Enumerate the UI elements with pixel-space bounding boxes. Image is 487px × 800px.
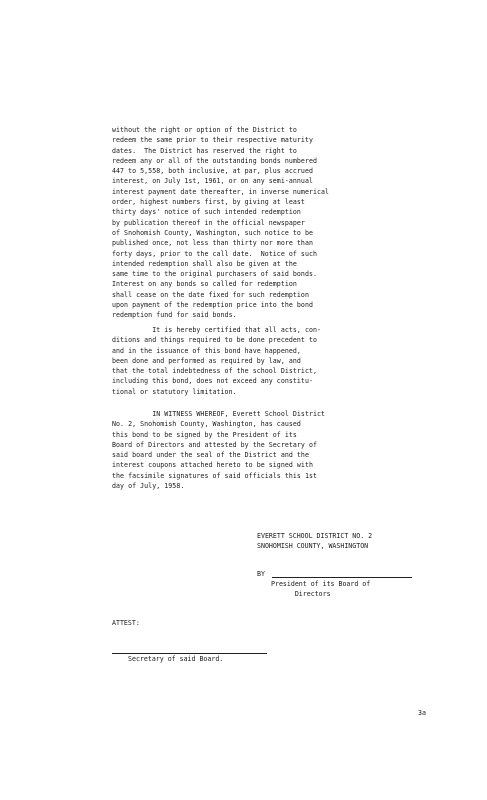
text-line: same time to the original purchasers of said bonds. [112,270,318,279]
text-line: the facsimile signatures of said officials this 1st [112,471,318,480]
text-line: published once, not less than thirty nor more than [112,239,313,248]
text-line: interest coupons attached hereto to be signed with [112,461,313,470]
secretary-caption: Secretary of said Board. [128,655,224,663]
text-line: Directors [271,589,331,598]
text-line: without the right or option of the District to [112,126,297,134]
text-line: order, highest numbers first, by giving at least [112,198,305,207]
text-line: IN WITNESS WHEREOF, Everett School District [112,410,326,418]
text-line: redeem the same prior to their respective maturity [112,136,313,145]
text-line: of Snohomish County, Washington, such notice to be [112,228,313,237]
text-line: intended redemption shall also be given at the [112,259,297,268]
redemption-paragraph [112,125,384,321]
text-line: No. 2, Snohomish County, Washington, has caused [112,420,301,429]
text-line: redemption fund for said bonds. [112,311,237,320]
text-line: President of its Board of [271,580,371,588]
text-line: EVERETT SCHOOL DISTRICT NO. 2 [257,532,373,540]
text-line: 447 to 5,558, both inclusive, at par, plus accrued [112,167,313,176]
text-line: Board of Directors and attested by the Secretary of [112,440,318,449]
text-line: upon payment of the redemption price into the bond [112,301,313,310]
text-line: redeem any or all of the outstanding bonds numbered [112,156,318,165]
text-line: said board under the seal of the District and the [112,451,309,460]
text-line: day of July, 1958. [112,482,185,491]
text-line: including this bond, does not exceed any constitu- [112,377,313,386]
district-name-block [257,531,372,552]
text-line: this bond to be signed by the President of its [112,430,297,439]
text-line: and in the issuance of this bond have happened, [112,346,301,355]
text-line: tional or statutory limitation. [112,387,237,396]
by-label: BY [257,570,265,578]
text-line: shall cease on the date fixed for such redemption [112,290,309,299]
text-line: interest, on July 1st, 1961, or on any semi-annual [112,177,313,186]
text-line: Interest on any bonds so called for redemption [112,280,297,289]
text-line: been done and performed as required by law, and [112,356,301,365]
text-line: thirty days' notice of such intended redemption [112,208,301,217]
president-caption [271,580,370,599]
text-line: It is hereby certified that all acts, con- [112,326,322,334]
secretary-signature-line [112,653,267,654]
text-line: interest payment date thereafter, in inverse numerical [112,187,330,196]
text-line: SNOHOMISH COUNTY, WASHINGTON [257,542,369,551]
certification-paragraph [112,325,384,397]
text-line: forty days, prior to the call date. Notice of such [112,249,318,258]
text-line: dates. The District has reserved the right to [112,146,297,155]
page-number: 3a [418,709,426,717]
text-line: ditions and things required to be done precedent to [112,336,318,345]
attest-label: ATTEST: [112,619,140,627]
president-signature-line [272,577,412,578]
text-line: by publication thereof in the official newspaper [112,218,305,227]
witness-paragraph [112,409,384,491]
text-line: that the total indebtedness of the school District, [112,367,318,376]
